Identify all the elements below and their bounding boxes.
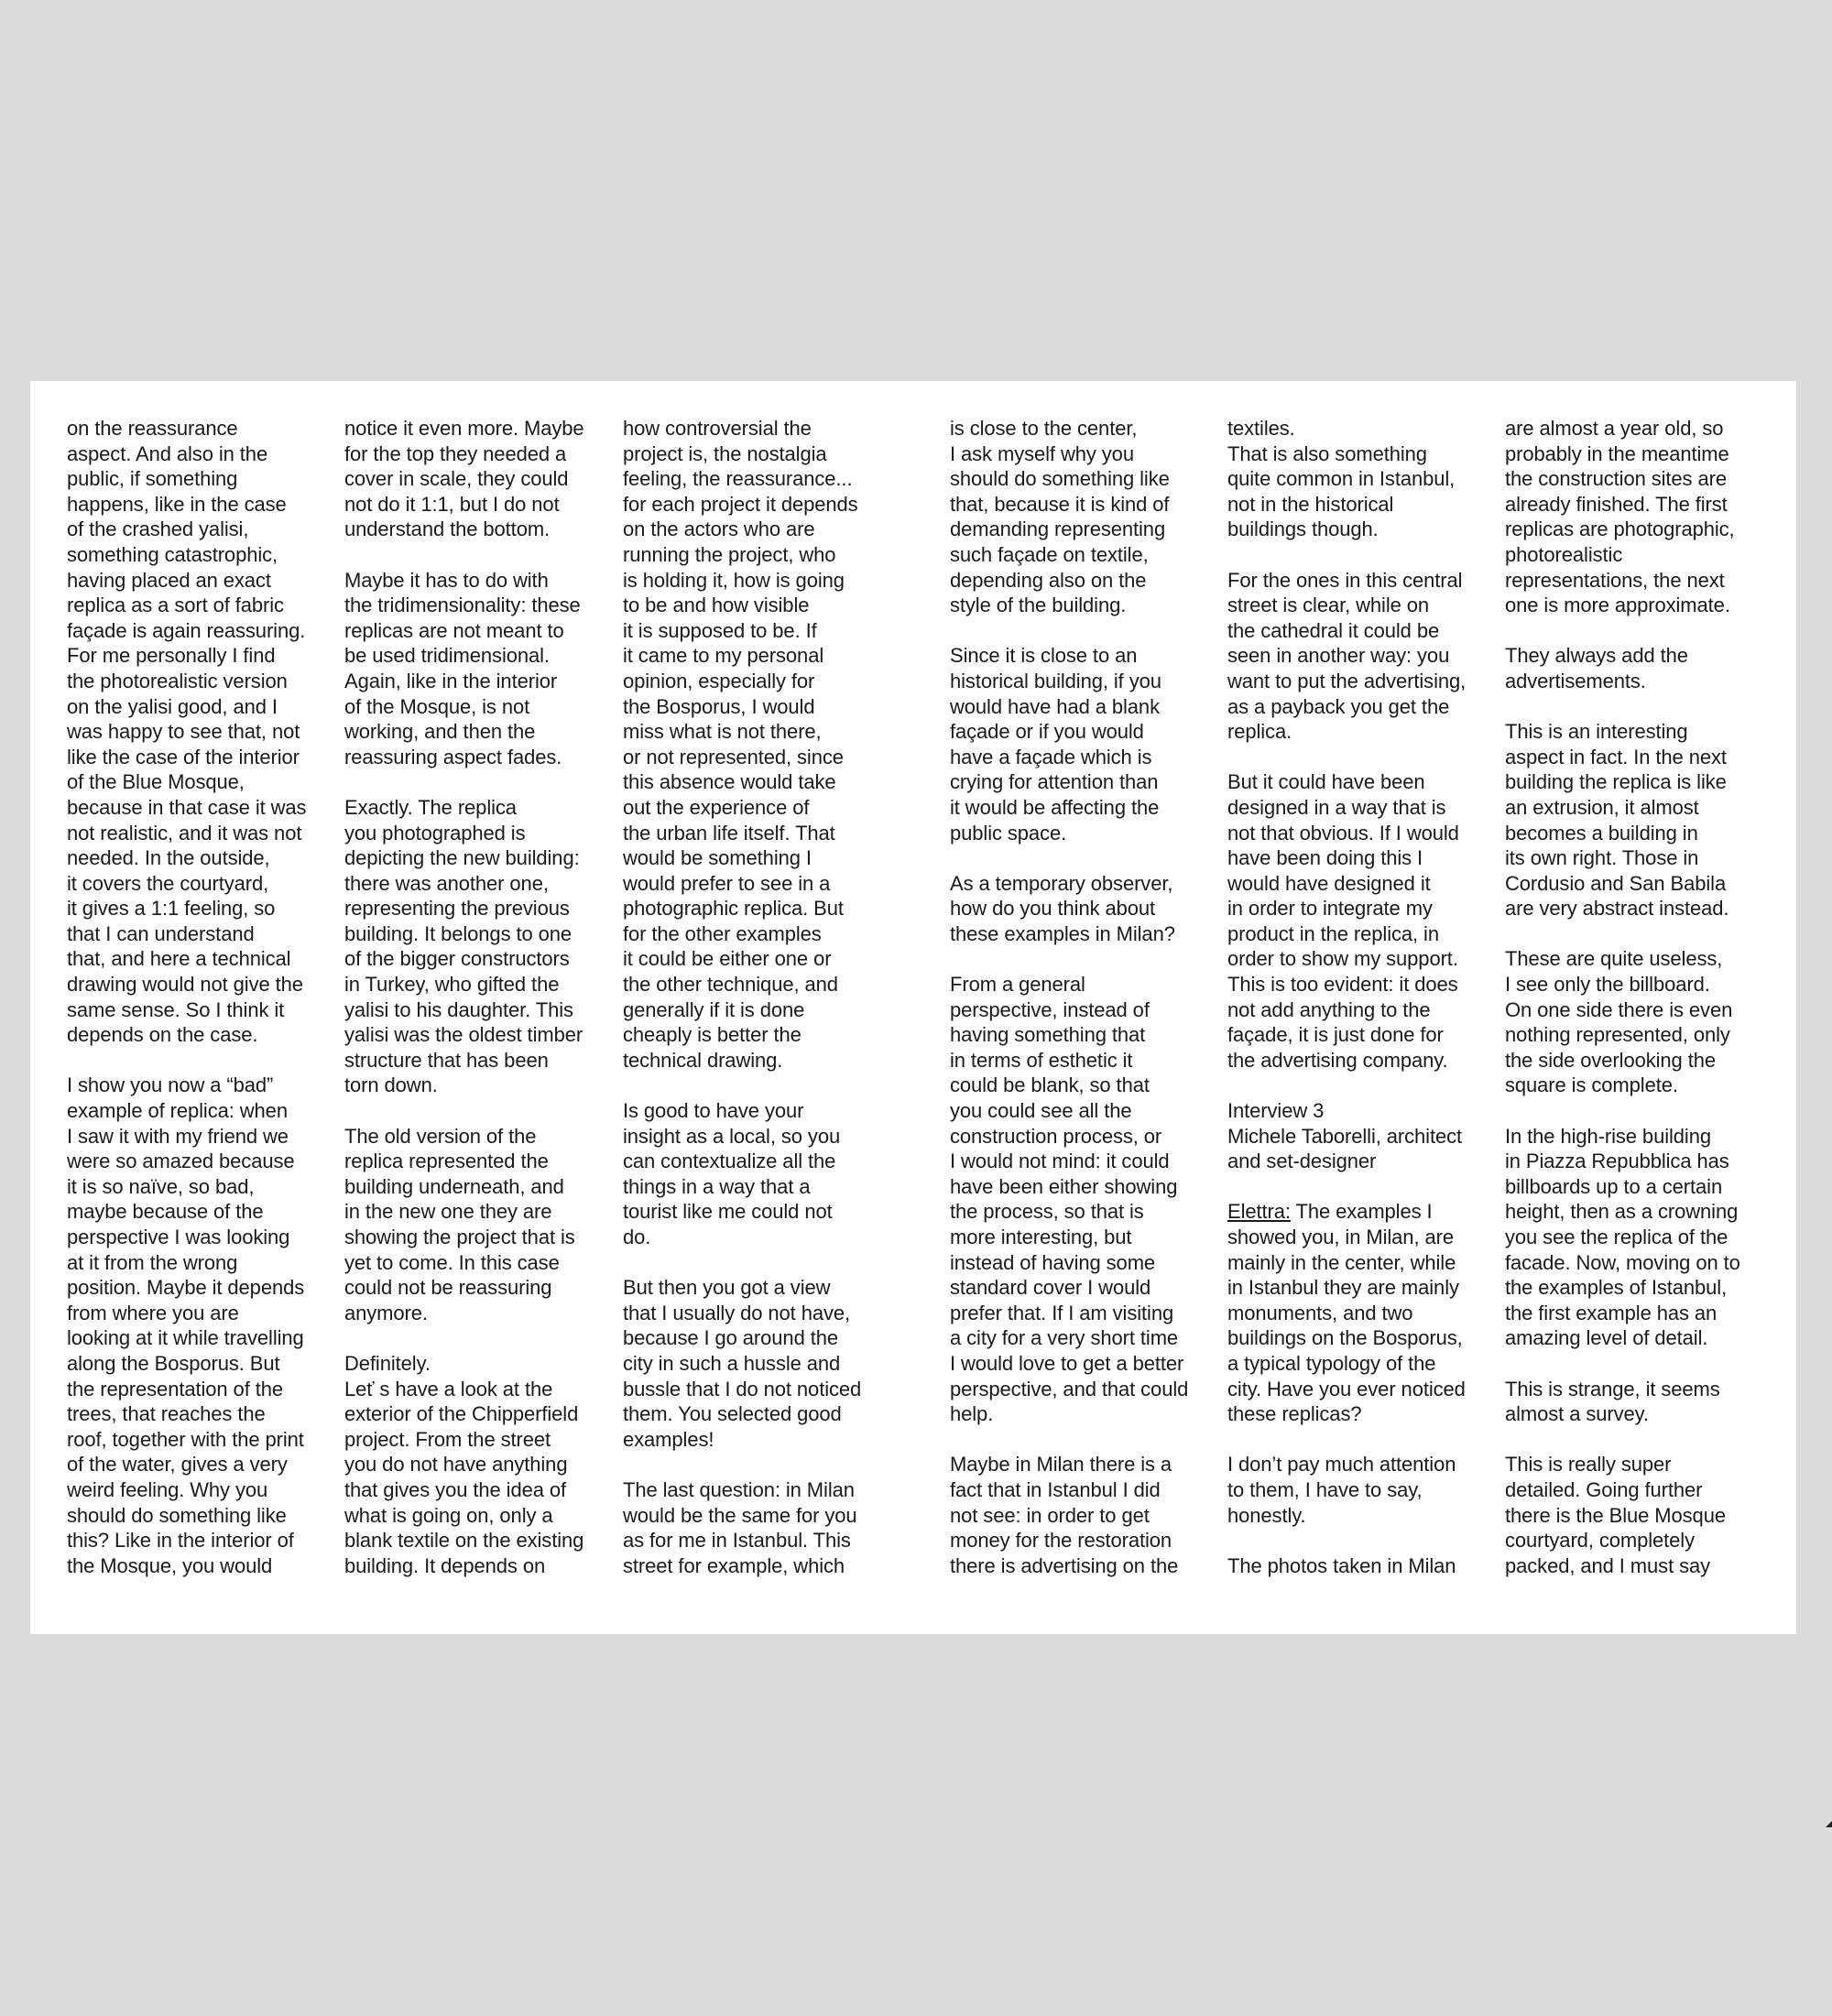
paragraph: Maybe in Milan there is a fact that in Istanbul I did not see: in order to get money for the restoration there is advertising on the [950,1453,1179,1577]
paragraph: This is strange, it seems almost a survey. [1505,1377,1720,1426]
paragraph [1227,1199,1493,1426]
text-column-1 [67,416,333,1578]
paragraph: But then you got a view that I usually do not have, because I go around the city in such a hussle and bussle that I do not noticed them. You selected good examples! [623,1276,862,1451]
paragraph: Exactly. The replica you photographed is depicting the new building: there was another one, representing the previous building. It belongs to one of the bigger constructors in Turkey, who gifted the yalisi to his daughter. This yalisi was the oldest timber structure that has been torn down. [344,795,583,1097]
paragraph: Since it is close to an historical building, if you would have had a blank façade or if you would have a façade which is crying for attention than it would be affecting the public space. [950,644,1161,845]
paragraph: For the ones in this central street is clear, while on the cathedral it could be seen in another way: you want to put the advertising, as a payback you get the replica. [1227,568,1467,744]
paragraph: is close to the center, I ask myself why you should do something like that, because it is kind of demanding representing such façade on textile, depending also on the style of the building. [950,417,1170,617]
corner-mark-icon [1826,1821,1832,1827]
book-spread [30,381,1796,1634]
paragraph: how controversial the project is, the nostalgia feeling, the reassurance... for each project it depends on the actors who are running the project, who is holding it, how is going to be and how visible it is supposed to be. If it came to my personal opinion, especially for the Bosporus, I would miss what is not there, or not represented, since this absence would take out the experience of the urban life itself. That would be something I would prefer to see in a photographic replica. But for the other examples it could be either one or the other technique, and generally if it is done cheaply is better the technical drawing. [623,417,858,1072]
paragraph: These are quite useless, I see only the billboard. On one side there is even nothing represented, only the side overlooking the square is complete. [1505,947,1733,1097]
speaker-name: Elettra: [1227,1200,1291,1224]
paragraph: Maybe it has to do with the tridimensionality: these replicas are not meant to be used tridimensional. Again, like in the interior of the Mosque, is not working, and then the reassuring aspect fades. [344,568,581,768]
paragraph: As a temporary observer, how do you think about these examples in Milan? [950,871,1175,945]
paragraph-text: The examples I showed you, in Milan, are mainly in the center, while in Istanbul they are mainly monuments, and two buildings on the Bosporus, a typical typology of the city. Have you ever noticed these replicas? [1227,1200,1466,1426]
paragraph: are almost a year old, so probably in the meantime the construction sites are already finished. The first replicas are photographic, photorealistic representations, the next one is more approximate. [1505,417,1735,617]
paragraph: They always add the advertisements. [1505,644,1688,692]
text-column-3 [623,416,889,1578]
paragraph: This is really super detailed. Going further there is the Blue Mosque courtyard, completely packed, and I must say [1505,1453,1726,1577]
paragraph: Is good to have your insight as a local, so you can contextualize all the things in a way that a tourist like me could not do. [623,1099,841,1248]
text-column-2 [344,416,610,1578]
paragraph: But it could have been designed in a way that is not that obvious. If I would have been doing this I would have designed it in order to integrate my product in the replica, in order to show my support. This is too evident: it does not add anything to the façade, it is just done for the advertising company. [1227,770,1459,1072]
paragraph: I don’t pay much attention to them, I have to say, honestly. [1227,1453,1456,1527]
paragraph: on the reassurance aspect. And also in the public, if something happens, like in the case of the crashed yalisi, something catastrophic, having placed an exact replica as a sort of fabric façade is again reassuring. For me personally I find the photorealistic version on the yalisi good, and I was happy to see that, not like the case of the interior of the Blue Mosque, because in that case it was not realistic, and it was not needed. In the outside, it covers the courtyard, it gives a 1:1 feeling, so that I can understand that, and here a technical drawing would not give the same sense. So I think it depends on the case. [67,417,307,1047]
paragraph: This is an interesting aspect in fact. In the next building the replica is like an extrusion, it almost becomes a building in its own right. Those in Cordusio and San Babila are very abstract instead. [1505,720,1729,921]
paragraph: The photos taken in Milan [1227,1553,1456,1577]
paragraph: notice it even more. Maybe for the top they needed a cover in scale, they could not do it 1:1, but I do not understand the bottom. [344,417,584,541]
interview-heading: Interview 3 Michele Taborelli, architect and set-designer [1227,1099,1463,1173]
paragraph: The old version of the replica represented the building underneath, and in the new one they are showing the project that is yet to come. In this case could not be reassuring anymore. [344,1124,575,1324]
paragraph: The last question: in Milan would be the same for you as for me in Istanbul. This street for example, which [623,1477,857,1577]
text-column-4 [950,416,1216,1578]
paragraph: I show you now a “bad” example of replica: when I saw it with my friend we were so amazed because it is so naïve, so bad, maybe because of the perspective I was looking at it from the wrong position. Maybe it depends from where you are looking at it while travelling along the Bosporus. But the representation of the trees, that reaches the roof, together with the print of the water, gives a very weird feeling. Why you should do something like this? Like in the interior of the Mosque, you would [67,1073,305,1577]
paragraph: From a general perspective, instead of having something that in terms of esthetic it could be blank, so that you could see all the construction process, or I would not mind: it could have been either showing the process, so that is more interesting, but instead of having some standard cover I would prefer that. If I am visiting a city for a very short time I would love to get a better perspective, and that could help. [950,973,1189,1426]
paragraph: In the high-rise building in Piazza Repubblica has billboards up to a certain height, then as a crowning you see the replica of the facade. Now, moving on to the examples of Istanbul, the first example has an amazing level of detail. [1505,1124,1740,1350]
paragraph: Definitely. Leť s have a look at the exterior of the Chipperfield project. From the street you do not have anything that gives you the idea of what is going on, only a blank textile on the existing building. It depends on [344,1351,584,1577]
paragraph: textiles. That is also something quite common in Istanbul, not in the historical buildings though. [1227,417,1456,541]
text-column-5 [1227,416,1493,1578]
text-column-6 [1505,416,1771,1578]
